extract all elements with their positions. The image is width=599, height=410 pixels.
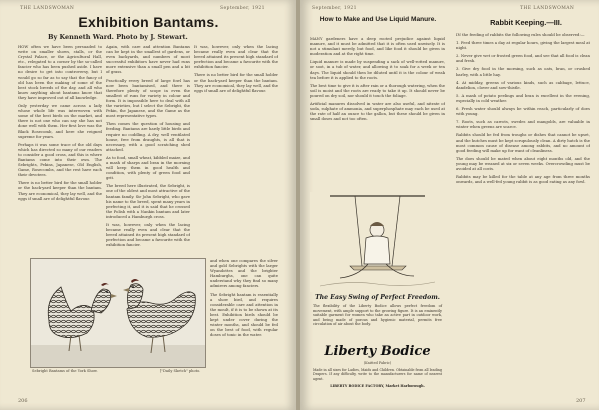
running-head: THE LANDSWOMAN [20, 6, 75, 11]
sebright-bantams-image [31, 259, 205, 367]
left-page [0, 0, 297, 410]
article-title: How to Make and Use Liquid Manure. [319, 16, 437, 23]
paragraph: 5. A mash of potato peelings and bran is excellent in the evening, especially in cold weather. [456, 92, 590, 103]
ad-footer-text: Made in all sizes for Ladies, Maids and Children. Obtainable from all leading Drapers. If any difficulty, write to the manufacturers for name of nearest agent. [313, 368, 442, 381]
article-title: Exhibition Bantams. [78, 14, 219, 30]
liberty-bodice-advertisement [310, 192, 445, 392]
paragraph: There is no better bird for the small holder or the back-yard keeper than the bantam. They are economical, they lay well, and the eggs if small are of delightful flavour. [18, 180, 102, 201]
article-title: Rabbit Keeping.—III. [490, 18, 562, 27]
page-number: 206 [18, 398, 28, 404]
paragraph: 7. Roots, such as carrots, swedes and mangolds, are valuable in winter when greens are scarce. [456, 119, 590, 130]
paragraph: Liquid manure is made by suspending a sack of well-rotted manure, or soot, in a tub of water, and allowing it to soak for a week or ten days. The liquid should then be diluted until it is the colour of weak tea before it is applied to the roots. [310, 59, 445, 80]
girl-on-swing-icon [310, 192, 445, 292]
paragraph: HOW often we have been persuaded to write on smaller shows, stalls, or the Crystal Palace, or the Agricultural Hall, etc., relegated to a corner by the so-called fancier who has been pushed aside. I have no desire to get into controversy, but I would go so far as to say that the fancy of old has been the making of some of the best stock breeds of the day, and all who know anything about bantams know that they have improved out of all knowledge. [18, 44, 102, 100]
paragraph: Again, with care and attention Bantams can be kept in the smallest of gardens, or even backyards, and numbers of most successful exhibitors have never had runs more extensive than a small pen and a bit of grass. [106, 44, 190, 75]
paragraph: 3. Give dry food in the morning, such as oats, bran, or crushed barley, with a little hay. [456, 66, 590, 77]
paragraph: The Sebright bantam is essentially a show bird, and requires considerable care and attention in the moult, if it is to be shown at its best. Exhibition birds should be kept under cover during the winter months, and should be fed on the best of food, with regular doses of tonic in the water. [210, 291, 278, 338]
paragraph: Practically every breed of large fowl has now been bantamised, and there is therefore plenty of scope in even the smallest of runs for variety in colour and form. It is impossible here to deal with all the varieties, but I select the Sebright, the Pekin, the Japanese, and the Game as the most representative types. [106, 77, 190, 119]
paragraph: Then comes the question of housing and feeding. Bantams are hardy little birds and require no coddling. A dry, well ventilated house, free from draughts, is all that is necessary, with a good scratching shed attached. [106, 121, 190, 152]
text-column-1 [18, 44, 102, 256]
paragraph: The does should be mated when about eight months old, and the young may be weaned at six or seven weeks. Overcrowding must be avoided at all costs. [456, 155, 590, 171]
paragraph: As to food, small wheat, kibbled maize, and a mash of sharps and bran in the morning will keep them in good health and condition, with plenty of green food and grit. [106, 154, 190, 181]
paragraph: Only yesterday we came across a lady whose whole life was interwoven with some of the best birds on the market, and there is not one who can say she has not done well with them. Her first love was the Black Rosecomb, and here she reigned supreme for years. [18, 103, 102, 139]
text-column-2 [106, 44, 190, 256]
paragraph: It was, however, only when the lacing became really even and clear that the breed attained its present high standard of perfection and became a favourite with the exhibition fancier. [194, 44, 278, 70]
bantams-photo [30, 258, 206, 368]
page-number: 207 [576, 398, 586, 404]
ad-body-text: The flexibility of the Liberty Bodice allows perfect freedom of movement, with ample support to the growing figure. It is an eminently suitable garment for women who take an active part in outdoor work, and being made of porous and hygienic material, permits free circulation of air about the body. [313, 304, 442, 327]
photo-caption: Sebright Bantams of the York Show. [32, 369, 98, 373]
text-column-3-upper [194, 44, 278, 256]
liberty-bodice-logo: Liberty Bodice [324, 344, 431, 359]
running-head-date: September, 1921 [312, 6, 357, 11]
paragraph: There is no better bird for the small holder or the back-yard keeper than the bantam. They are economical, they lay well, and the eggs if small are of delightful flavour. [194, 72, 278, 93]
ad-subtitle: (Knitted Fabric) [363, 361, 392, 365]
paragraph: The breed here illustrated, the Sebright, is one of the oldest and most attractive of the bantam family. Sir John Sebright, who gave his name to the breed, spent many years in perfecting it, and it is said that he crossed the Polish with a Nankin bantam and later introduced a Hamburgh cross. [106, 183, 190, 219]
paragraph: 4. At midday, greens of various kinds, such as cabbage, lettuce, dandelion, clover and sow-thistle. [456, 79, 590, 90]
paragraph: It was, however, only when the lacing became really even and clear that the breed attained its present high standard of perfection and became a favourite with the exhibition fancier. [106, 222, 190, 248]
paragraph: Rabbits may be killed for the table at any age from three months onwards, and a well-fed young rabbit is as good eating as any fowl. [456, 174, 590, 185]
paragraph: MANY gardeners have a deep rooted prejudice against liquid manure, and it must be admitted that it is often used unwisely. It is not a stimulant merely, but food, and like food it should be given in moderation and at the right time. [310, 36, 445, 57]
text-column-left [310, 36, 445, 190]
paragraph: and when one compares the silver and gold Sebrights with the larger Wyandottes and the brighter Hamburghs, one can quite understand why they find so many admirers among fanciers. [210, 258, 278, 289]
article-byline: By Kenneth Ward. Photo by J. Stewart. [48, 33, 188, 41]
paragraph: IN the feeding of rabbits the following rules should be observed:— [456, 32, 585, 37]
right-page [300, 0, 599, 410]
ad-maker: LIBERTY BODICE FACTORY, Market Harborough. [330, 384, 425, 388]
text-column-right [456, 32, 590, 392]
photo-credit: ["Daily Sketch" photo. [160, 369, 201, 373]
paragraph: Artificial manures dissolved in water are also useful, and nitrate of soda, sulphate of ammonia, and superphosphate may each be used at the rate of half an ounce to the gallon, but these should be given in small doses and not too often. [310, 101, 445, 122]
ad-headline: The Easy Swing of Perfect Freedom. [315, 294, 440, 301]
paragraph: Perhaps it was some trace of the old days which has directed so many of our readers to consider a good cross, and this is where Bantams come into their own. The Sebrights, Pekins, Japanese, Old English, Game, Rosecombs, and the rest have each their devotees. [18, 141, 102, 178]
running-head-date: September, 1921 [220, 6, 265, 11]
paragraph: Rabbits should be fed from troughs or dishes that cannot be upset, and the hutches must be kept scrupulously clean. A dirty hutch is the most common cause of disease among rabbits, and no amount of good feeding will make up for want of cleanliness. [456, 132, 590, 153]
paragraph: 1. Feed three times a day at regular hours, giving the largest meal at night. [456, 40, 590, 51]
paragraph: 2. Never give wet or frosted green food, and see that all food is clean and fresh. [456, 53, 590, 64]
text-column-3-lower [210, 258, 278, 368]
paragraph: 6. Fresh water should always be within reach, particularly of does with young. [456, 106, 590, 117]
paragraph: The best time to give it is after rain or a thorough watering, when the soil is moist and the roots are ready to take it up. It should never be poured on dry soil, nor should it touch the foliage. [310, 82, 445, 98]
running-head: THE LANDSWOMAN [520, 6, 575, 11]
